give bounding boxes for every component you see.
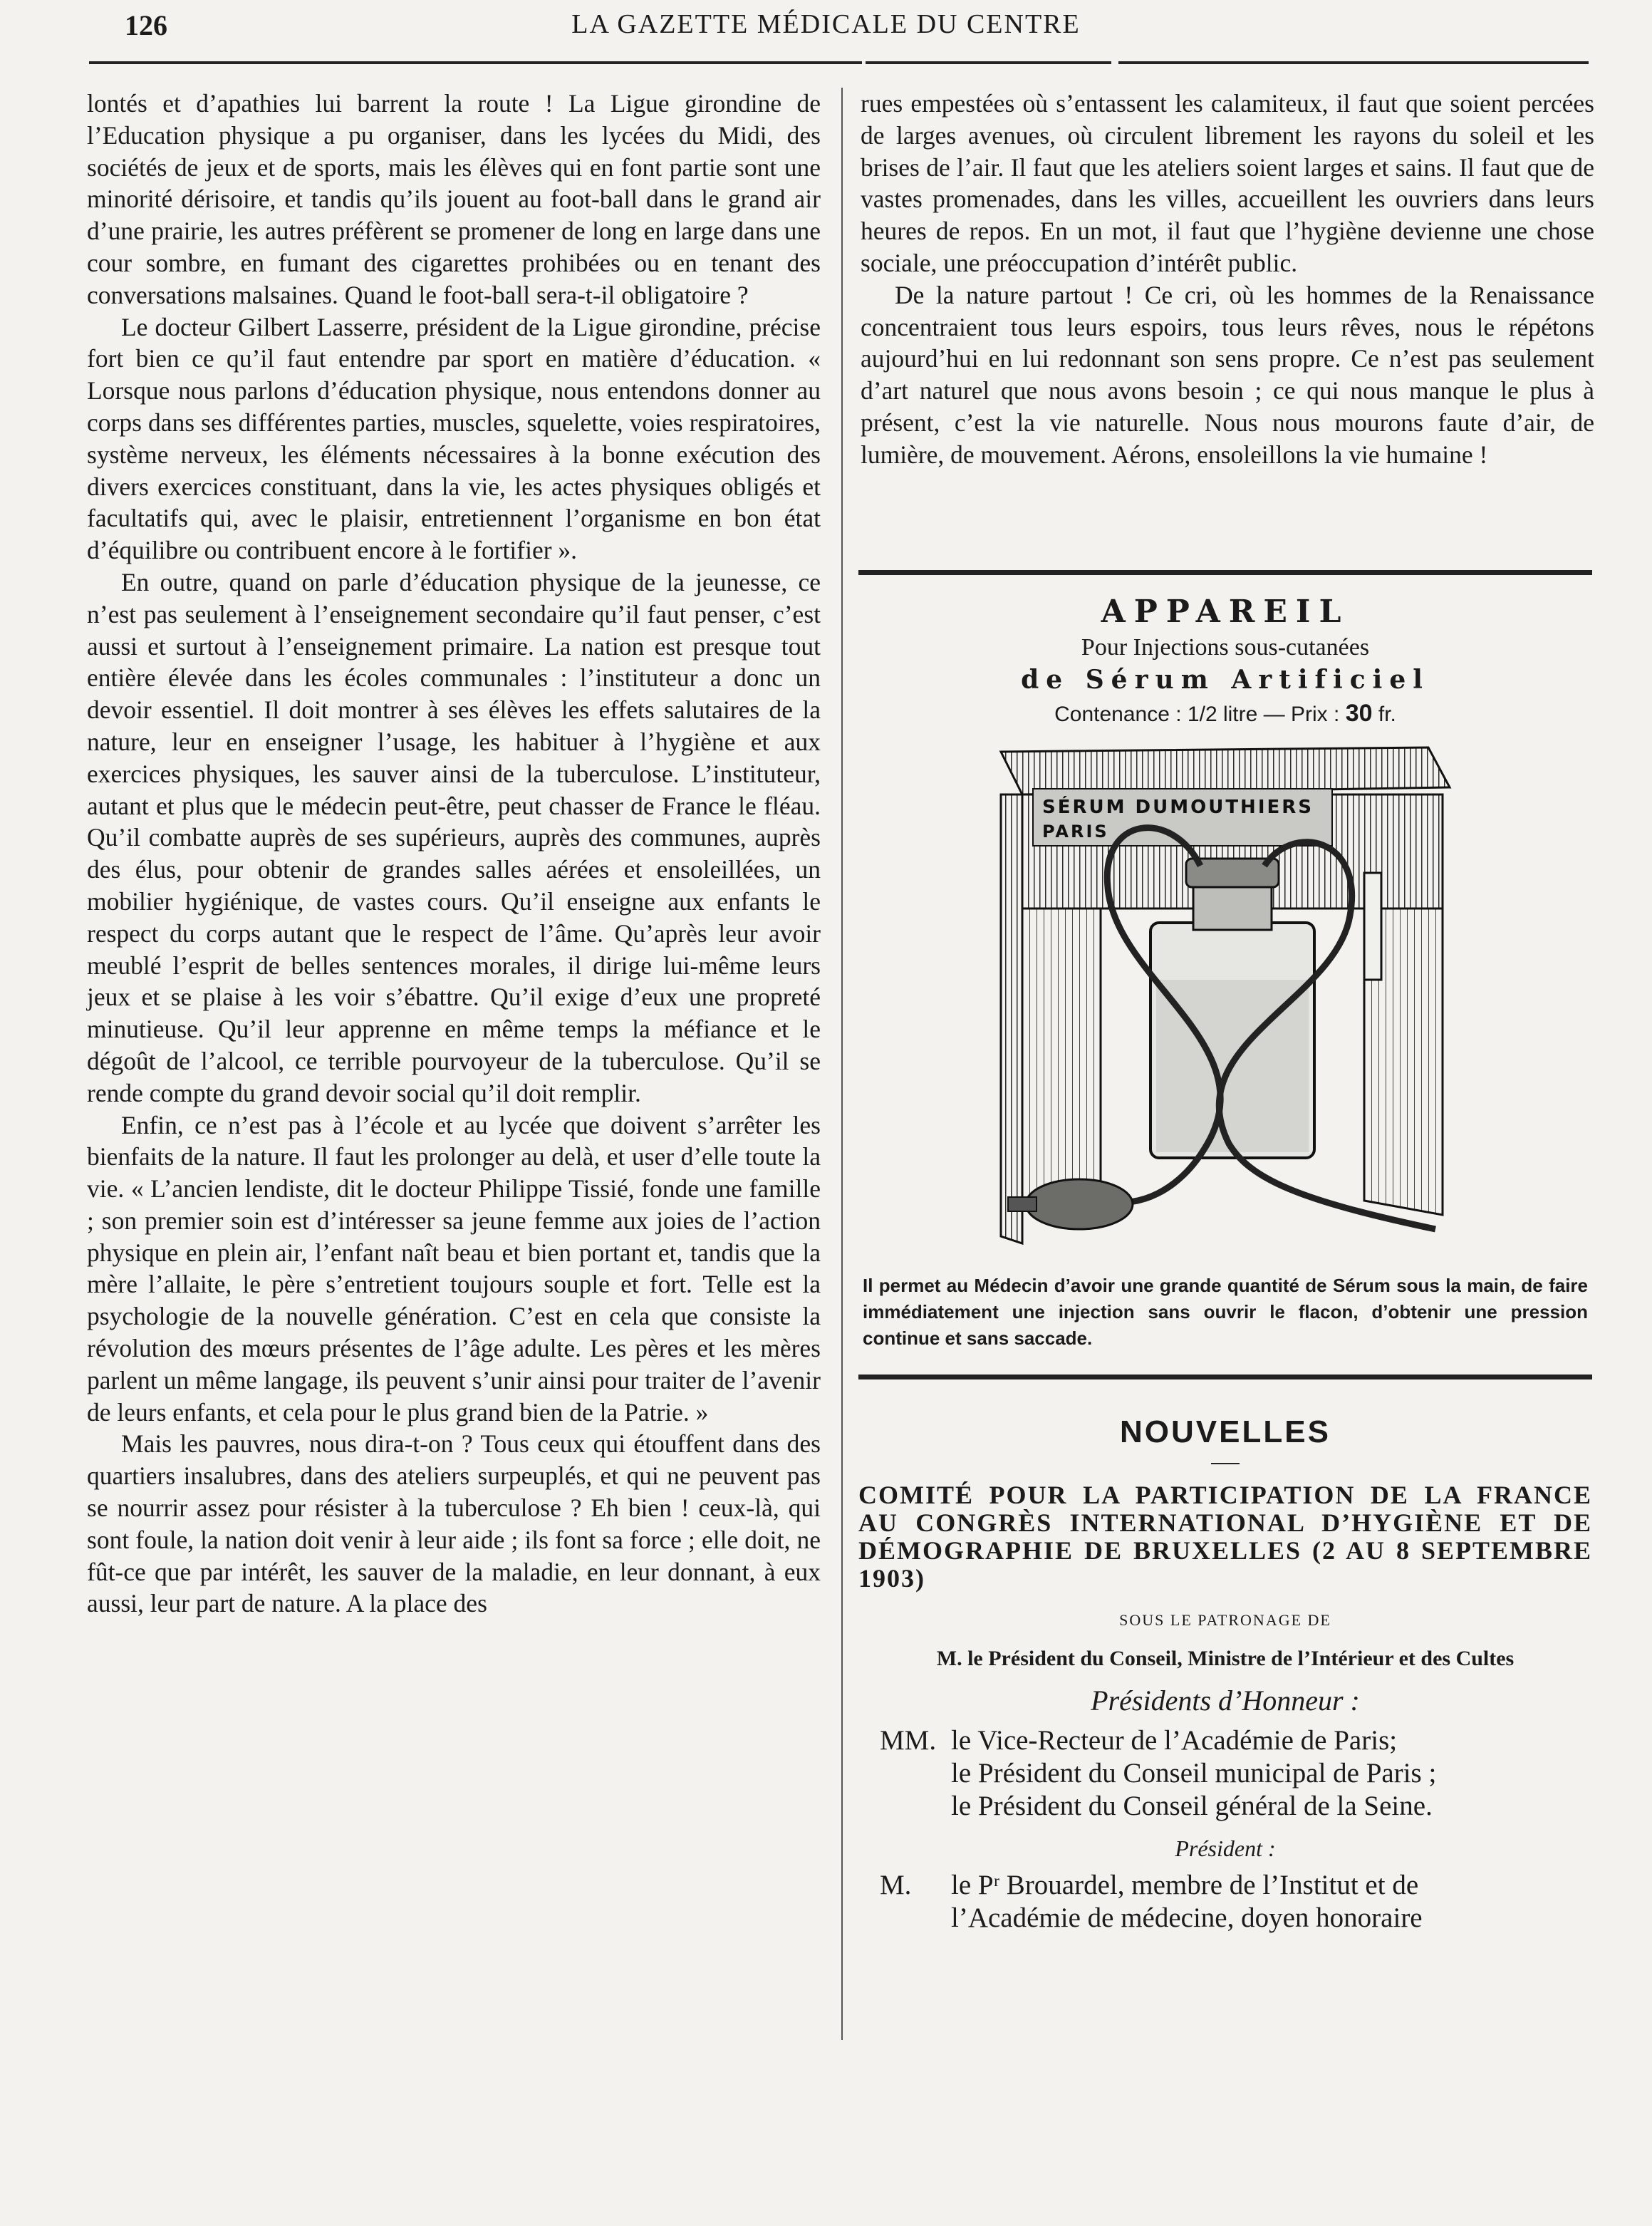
honorary-president: le Président du Conseil général de la Seine. (951, 1791, 1433, 1821)
paragraph: Mais les pauvres, nous dira-t-on ? Tous ceux qui étouffent dans des quartiers insalubres, dans des ateliers surpeuplés, et qui ne peuvent pas se nourrir assez pour résister à la tuberculose ? Eh bien ! ceux-là, qui sont foule, la nation doit venir à leur aide ; ils font sa force ; elle doit, ne fût-ce que par intérêt, les sauver de la maladie, en leur donnant, à eux aussi, leur part de nature. A la place des (87, 1429, 821, 1618)
honorary-president: le Président du Conseil municipal de Paris ; (951, 1758, 1437, 1788)
president-line: le Pʳ Brouardel, membre de l’Institut et de (951, 1870, 1419, 1900)
case-front-left (1022, 908, 1101, 1201)
syringe-tube (1364, 873, 1381, 980)
ad-separator: — (1263, 703, 1291, 726)
bulb-nozzle (1008, 1197, 1037, 1211)
ad-price-value: 30 (1345, 700, 1373, 727)
ad-bottom-rule (858, 1375, 1592, 1379)
news-dash (1211, 1463, 1240, 1464)
president-prefix: M. (880, 1870, 912, 1900)
advertisement (858, 570, 1592, 1379)
case-label-line-2: PARIS (1042, 822, 1109, 842)
ad-caption: Il permet au Médecin d’avoir une grande quantité de Sérum sous la main, de faire immédiatement une injection sans ouvrir le flacon, d’obtenir une pression continue et sans saccade. (863, 1275, 1588, 1349)
patron-line: M. le Président du Conseil, Ministre de l’Intérieur et des Cultes (936, 1647, 1515, 1670)
ad-product: de Sérum Artificiel (1021, 665, 1430, 695)
committee-heading: COMITÉ POUR LA PARTICIPATION DE LA FRANCE AU CONGRÈS INTERNATIONAL D’HYGIÈNE ET DE DÉMOGRAPHIE DE BRUXELLES (2 AU 8 SEPTEMBRE 1903) (858, 1481, 1592, 1593)
header-rule (866, 61, 1111, 64)
right-column (861, 88, 1594, 471)
ad-title: APPAREIL (1101, 594, 1350, 630)
case-lid (1001, 747, 1450, 794)
paragraph: lontés et d’apathies lui barrent la route ! La Ligue girondine de l’Education physique a pu organiser, dans les lycées du Midi, des sociétés de jeux et de sports, mais les élèves qui en font partie sont une minorité dérisoire, et tandis qu’ils jouent au foot-ball dans le grand air d’une prairie, les autres préfèrent se promener de long en large dans une cour sombre, en fumant des cigarettes prohibées ou en tenant des conversations malsaines. Quand le foot-ball sera-t-il obligatoire ? (87, 89, 821, 309)
paragraph: De la nature partout ! Ce cri, où les hommes de la Renaissance concentraient tous leurs espoirs, tous leurs rêves, nous le répétons aujourd’hui en lui redonnant son sens propre. Ce n’est pas seulement d’art naturel que nous avons besoin ; ce qui nous manque le plus à présent, c’est la vie naturelle. Nous nous mourons faute d’air, de lumière, de mouvement. Aérons, ensoleillons la vie humaine ! (861, 280, 1594, 469)
ad-capacity: Contenance : 1/2 litre (1054, 703, 1258, 726)
page-header (0, 0, 1652, 57)
pressure-bulb (1026, 1179, 1133, 1229)
left-column (87, 88, 821, 1620)
header-rule (89, 61, 862, 64)
ad-subtitle: Pour Injections sous-cutanées (1081, 634, 1370, 661)
case-label-line-1: SÉRUM DUMOUTHIERS (1042, 797, 1314, 818)
honorary-prefix: MM. (880, 1725, 937, 1756)
president-heading: Président : (1175, 1836, 1276, 1861)
header-rule (1118, 61, 1589, 64)
serum-apparatus-illustration (994, 745, 1457, 1258)
ad-price-unit: fr. (1378, 703, 1396, 726)
president-line: l’Académie de médecine, doyen honoraire (951, 1903, 1423, 1933)
journal-title: LA GAZETTE MÉDICALE DU CENTRE (571, 9, 1081, 39)
paragraph: rues empestées où s’entassent les calamiteux, il faut que soient percées de larges avenues, où circulent librement les rayons du soleil et les brises de l’air. Il faut que les ateliers soient larges et sains. Il faut que de vastes promenades, dans les villes, accueillent les ouvriers dans leurs heures de repos. En un mot, il faut que l’hygiène devienne une chose sociale, une préoccupation d’intérêt public. (861, 89, 1594, 277)
paragraph: En outre, quand on parle d’éducation physique de la jeunesse, ce n’est pas seulement à l’enseignement secondaire qu’il faut penser, c’est aussi et surtout à l’enseignement primaire. La nation est presque tout entière élevée dans les écoles communales : l’instituteur a donc un devoir essentiel. Il doit montrer à ses élèves les effets salutaires de la nature, leur en enseigner l’usage, les habituer à l’hygiène et aux exercices physiques, les sauver ainsi de la tuberculose. L’instituteur, autant et plus que le médecin peut-être, peut chasser de France le fléau. Qu’il combatte auprès de ses supérieurs, auprès des communes, auprès des élus, pour obtenir de grandes salles aérées et ensoleillées, un mobilier hygiénique, de vastes cours. Qu’il enseigne aux enfants le respect du corps autant que le respect de l’âme. Qu’après leur avoir meublé l’esprit de belles sentences morales, il dirige lui-même leurs jeux et se plaise à les voir s’ébattre. Qu’il exige d’eux une propreté minutieuse. Qu’il leur apprenne en même temps la méfiance et le dégoût de l’alcool, ce terrible pourvoyeur de la tuberculose. Qu’il se rende compte du grand devoir social qu’il doit remplir. (87, 567, 821, 1107)
ad-top-rule (858, 570, 1592, 575)
paragraph: Le docteur Gilbert Lasserre, président de la Ligue girondine, précise fort bien ce qu’il faut entendre par sport en matière d’éducation. « Lorsque nous parlons d’éducation physique, nous entendons donner au corps dans ses différentes parties, muscles, squelette, voies respiratoires, système nerveux, les éléments nécessaires à la bonne exécution des divers exercices constituant, dans la vie, les actes physiques obligés et facultatifs qui, avec le plaisir, entretiennent l’organisme en bon état d’équilibre ou contribuent encore à le fortifier ». (87, 312, 821, 565)
ad-price-line (858, 698, 1592, 730)
honorary-presidents-list (858, 1724, 1592, 1823)
honorary-president: le Vice-Recteur de l’Académie de Paris; (951, 1725, 1398, 1756)
patronage-line: SOUS LE PATRONAGE DE (1119, 1611, 1331, 1629)
case-left-side (1001, 794, 1022, 1243)
honorary-presidents-heading: Présidents d’Honneur : (1091, 1684, 1360, 1717)
news-title: NOUVELLES (1120, 1414, 1331, 1449)
news-section (858, 1414, 1592, 1935)
page-number: 126 (125, 9, 167, 41)
paragraph: Enfin, ce n’est pas à l’école et au lycée que doivent s’arrêter les bienfaits de la nature. Il faut les prolonger au delà, et user d’elle toute la vie. « L’ancien lendiste, dit le docteur Philippe Tissié, fonde une famille ; son premier soin est d’intéresser sa jeune femme aux joies de l’action physique en plein air, l’enfant naît beau et bien portant et, tandis que la mère l’allaite, le père s’entretient toujours souple et fort. Telle est la psychologie de la nouvelle génération. C’est en cela que consiste la révolution des mœurs présentes de l’âge adulte. Les pères et les mères parlent un même langage, ils peuvent s’unir ainsi pour traiter de l’avenir de leurs enfants, et cela pour le plus grand bien de la Patrie. » (87, 1110, 821, 1427)
column-divider (841, 88, 843, 2040)
president-list (858, 1869, 1592, 1935)
ad-price-label: Prix : (1291, 703, 1340, 726)
